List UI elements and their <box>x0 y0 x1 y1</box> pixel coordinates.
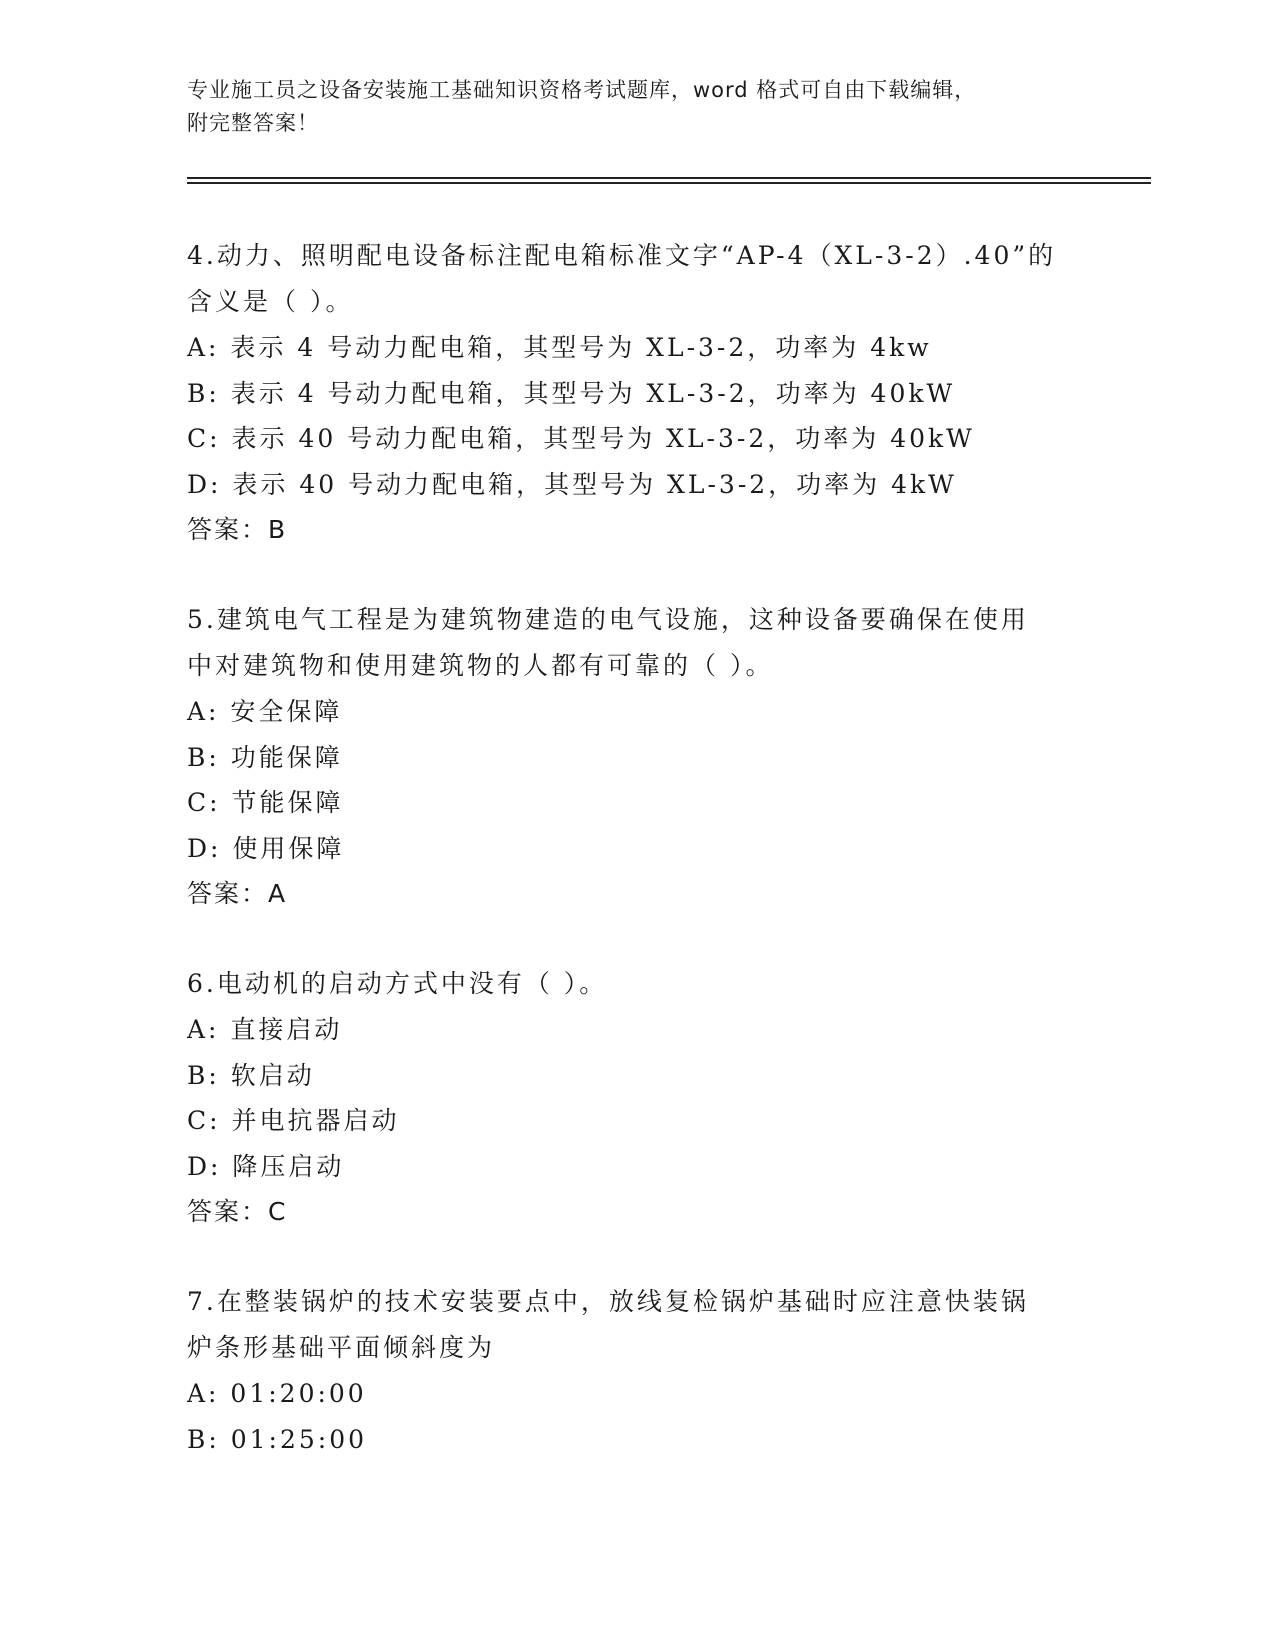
header-divider-top <box>187 177 1151 179</box>
question-6 <box>187 961 1107 1235</box>
question-5 <box>187 597 1107 917</box>
option-c: C: 表示 40 号动力配电箱，其型号为 XL-3-2，功率为 40kW <box>187 424 975 453</box>
option-c: C: 节能保障 <box>187 788 344 817</box>
option-d: D: 使用保障 <box>187 833 345 863</box>
option-d: D: 降压启动 <box>187 1151 345 1181</box>
question-text: 炉条形基础平面倾斜度为 <box>187 1333 496 1362</box>
question-text: 含义是（ ）。 <box>187 287 354 316</box>
answer: 答案：A <box>187 879 288 908</box>
option-a: A: 安全保障 <box>187 697 343 726</box>
question-text: 6.电动机的启动方式中没有（ ）。 <box>187 969 608 998</box>
header-line-1: 专业施工员之设备安装施工基础知识资格考试题库，word 格式可自由下载编辑， <box>187 78 977 102</box>
question-text: 中对建筑物和使用建筑物的人都有可靠的（ ）。 <box>187 651 774 680</box>
option-a: A: 直接启动 <box>187 1015 343 1044</box>
option-b: B: 软启动 <box>187 1060 315 1090</box>
answer: 答案：C <box>187 1197 288 1226</box>
question-text: 7.在整装锅炉的技术安装要点中，放线复检锅炉基础时应注意快装锅 <box>187 1287 1029 1316</box>
option-d: D: 表示 40 号动力配电箱，其型号为 XL-3-2，功率为 4kW <box>187 469 957 499</box>
option-b: B: 表示 4 号动力配电箱，其型号为 XL-3-2，功率为 40kW <box>187 378 956 408</box>
question-text: 4.动力、照明配电设备标注配电箱标准文字“AP-4（XL-3-2）.40”的 <box>187 241 1057 270</box>
header-divider-bottom <box>187 182 1151 184</box>
option-c: C: 并电抗器启动 <box>187 1106 400 1135</box>
question-7 <box>187 1279 1107 1462</box>
answer: 答案：B <box>187 515 288 544</box>
header-line-2: 附完整答案！ <box>187 111 319 135</box>
question-4 <box>187 233 1107 553</box>
option-b: B: 01:25:00 <box>187 1424 368 1454</box>
document-header <box>187 74 1067 140</box>
question-list <box>187 233 1107 1506</box>
option-b: B: 功能保障 <box>187 742 343 772</box>
question-text: 5.建筑电气工程是为建筑物建造的电气设施，这种设备要确保在使用 <box>187 605 1029 634</box>
option-a: A: 表示 4 号动力配电箱，其型号为 XL-3-2，功率为 4kw <box>187 333 932 362</box>
option-a: A: 01:20:00 <box>187 1379 367 1408</box>
